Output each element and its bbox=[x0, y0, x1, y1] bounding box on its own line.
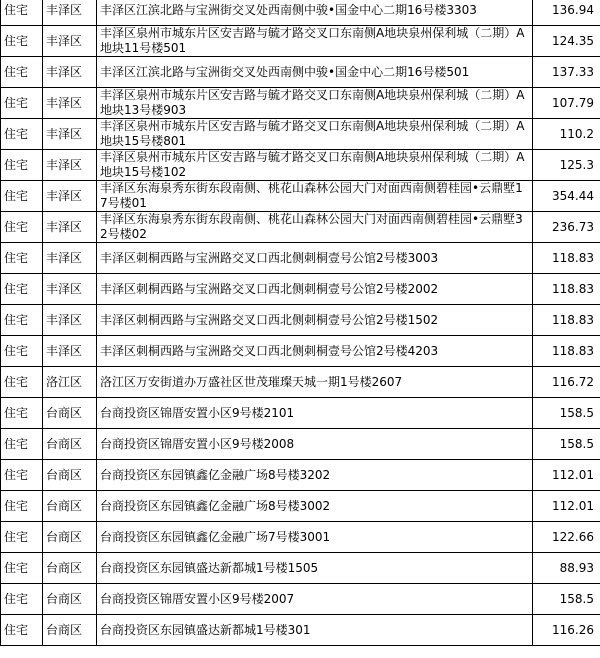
property-type-cell: 住宅 bbox=[1, 212, 43, 243]
district-cell: 台商区 bbox=[43, 522, 97, 553]
area-cell: 110.2 bbox=[533, 119, 600, 150]
address-cell: 台商投资区锦厝安置小区9号楼2008 bbox=[97, 429, 533, 460]
address-cell: 丰泽区江滨北路与宝洲街交叉处西南侧中骏•国金中心二期16号楼3303 bbox=[97, 0, 533, 26]
area-cell: 118.83 bbox=[533, 305, 600, 336]
area-cell: 158.5 bbox=[533, 584, 600, 615]
table-row bbox=[1, 367, 600, 398]
property-type-cell: 住宅 bbox=[1, 57, 43, 88]
property-type-cell: 住宅 bbox=[1, 367, 43, 398]
district-cell: 丰泽区 bbox=[43, 26, 97, 57]
table-row bbox=[1, 150, 600, 181]
address-cell: 丰泽区泉州市城东片区安吉路与毓才路交叉口东南侧A地块泉州保利城（二期）A地块13号楼903 bbox=[97, 88, 533, 119]
district-cell: 台商区 bbox=[43, 553, 97, 584]
table-row bbox=[1, 0, 600, 26]
table-row bbox=[1, 429, 600, 460]
property-type-cell: 住宅 bbox=[1, 584, 43, 615]
property-type-cell: 住宅 bbox=[1, 119, 43, 150]
area-cell: 354.44 bbox=[533, 181, 600, 212]
area-cell: 112.01 bbox=[533, 460, 600, 491]
table-row bbox=[1, 212, 600, 243]
property-type-cell: 住宅 bbox=[1, 243, 43, 274]
area-cell: 107.79 bbox=[533, 88, 600, 119]
property-type-cell: 住宅 bbox=[1, 88, 43, 119]
area-cell: 116.72 bbox=[533, 367, 600, 398]
address-cell: 台商投资区锦厝安置小区9号楼2007 bbox=[97, 584, 533, 615]
address-cell: 洛江区万安街道办万盛社区世茂璀璨天城一期1号楼2607 bbox=[97, 367, 533, 398]
district-cell: 丰泽区 bbox=[43, 181, 97, 212]
district-cell: 丰泽区 bbox=[43, 0, 97, 26]
table-row bbox=[1, 26, 600, 57]
table-row bbox=[1, 336, 600, 367]
address-cell: 台商投资区东园镇盛达新都城1号楼301 bbox=[97, 615, 533, 646]
address-cell: 丰泽区东海泉秀东街东段南侧、桃花山森林公园大门对面西南侧碧桂园•云鼎墅17号楼01 bbox=[97, 181, 533, 212]
table-row bbox=[1, 274, 600, 305]
address-cell: 丰泽区刺桐西路与宝洲路交叉口西北侧刺桐壹号公馆2号楼3003 bbox=[97, 243, 533, 274]
property-type-cell: 住宅 bbox=[1, 429, 43, 460]
district-cell: 台商区 bbox=[43, 460, 97, 491]
district-cell: 丰泽区 bbox=[43, 119, 97, 150]
district-cell: 丰泽区 bbox=[43, 274, 97, 305]
table-row bbox=[1, 181, 600, 212]
table-row bbox=[1, 460, 600, 491]
property-type-cell: 住宅 bbox=[1, 460, 43, 491]
address-cell: 台商投资区东园镇鑫亿金融广场7号楼3001 bbox=[97, 522, 533, 553]
property-table-body bbox=[1, 0, 600, 646]
table-row bbox=[1, 243, 600, 274]
table-row bbox=[1, 584, 600, 615]
district-cell: 丰泽区 bbox=[43, 88, 97, 119]
address-cell: 丰泽区东海泉秀东街东段南侧、桃花山森林公园大门对面西南侧碧桂园•云鼎墅32号楼02 bbox=[97, 212, 533, 243]
table-row bbox=[1, 119, 600, 150]
table-row bbox=[1, 57, 600, 88]
property-type-cell: 住宅 bbox=[1, 491, 43, 522]
district-cell: 丰泽区 bbox=[43, 336, 97, 367]
address-cell: 丰泽区刺桐西路与宝洲路交叉口西北侧刺桐壹号公馆2号楼4203 bbox=[97, 336, 533, 367]
table-row bbox=[1, 522, 600, 553]
district-cell: 台商区 bbox=[43, 429, 97, 460]
area-cell: 158.5 bbox=[533, 429, 600, 460]
district-cell: 丰泽区 bbox=[43, 57, 97, 88]
table-row bbox=[1, 615, 600, 646]
area-cell: 112.01 bbox=[533, 491, 600, 522]
table-row bbox=[1, 305, 600, 336]
property-type-cell: 住宅 bbox=[1, 274, 43, 305]
district-cell: 丰泽区 bbox=[43, 243, 97, 274]
property-type-cell: 住宅 bbox=[1, 0, 43, 26]
district-cell: 洛江区 bbox=[43, 367, 97, 398]
address-cell: 丰泽区刺桐西路与宝洲路交叉口西北侧刺桐壹号公馆2号楼2002 bbox=[97, 274, 533, 305]
property-type-cell: 住宅 bbox=[1, 398, 43, 429]
table-row bbox=[1, 88, 600, 119]
area-cell: 124.35 bbox=[533, 26, 600, 57]
property-type-cell: 住宅 bbox=[1, 336, 43, 367]
table-row bbox=[1, 398, 600, 429]
area-cell: 118.83 bbox=[533, 274, 600, 305]
address-cell: 丰泽区江滨北路与宝洲街交叉处西南侧中骏•国金中心二期16号楼501 bbox=[97, 57, 533, 88]
property-type-cell: 住宅 bbox=[1, 522, 43, 553]
address-cell: 台商投资区东园镇盛达新都城1号楼1505 bbox=[97, 553, 533, 584]
area-cell: 158.5 bbox=[533, 398, 600, 429]
address-cell: 台商投资区东园镇鑫亿金融广场8号楼3002 bbox=[97, 491, 533, 522]
area-cell: 136.94 bbox=[533, 0, 600, 26]
district-cell: 丰泽区 bbox=[43, 305, 97, 336]
district-cell: 丰泽区 bbox=[43, 150, 97, 181]
property-type-cell: 住宅 bbox=[1, 150, 43, 181]
address-cell: 丰泽区泉州市城东片区安吉路与毓才路交叉口东南侧A地块泉州保利城（二期）A地块15号楼801 bbox=[97, 119, 533, 150]
property-type-cell: 住宅 bbox=[1, 615, 43, 646]
district-cell: 台商区 bbox=[43, 584, 97, 615]
address-cell: 丰泽区刺桐西路与宝洲路交叉口西北侧刺桐壹号公馆2号楼1502 bbox=[97, 305, 533, 336]
address-cell: 台商投资区锦厝安置小区9号楼2101 bbox=[97, 398, 533, 429]
address-cell: 丰泽区泉州市城东片区安吉路与毓才路交叉口东南侧A地块泉州保利城（二期）A地块15号楼102 bbox=[97, 150, 533, 181]
table-row bbox=[1, 553, 600, 584]
area-cell: 116.26 bbox=[533, 615, 600, 646]
area-cell: 137.33 bbox=[533, 57, 600, 88]
address-cell: 台商投资区东园镇鑫亿金融广场8号楼3202 bbox=[97, 460, 533, 491]
area-cell: 125.3 bbox=[533, 150, 600, 181]
area-cell: 122.66 bbox=[533, 522, 600, 553]
property-type-cell: 住宅 bbox=[1, 553, 43, 584]
area-cell: 118.83 bbox=[533, 243, 600, 274]
district-cell: 丰泽区 bbox=[43, 212, 97, 243]
property-type-cell: 住宅 bbox=[1, 305, 43, 336]
district-cell: 台商区 bbox=[43, 398, 97, 429]
district-cell: 台商区 bbox=[43, 615, 97, 646]
table-row bbox=[1, 491, 600, 522]
property-type-cell: 住宅 bbox=[1, 181, 43, 212]
area-cell: 88.93 bbox=[533, 553, 600, 584]
area-cell: 118.83 bbox=[533, 336, 600, 367]
property-type-cell: 住宅 bbox=[1, 26, 43, 57]
area-cell: 236.73 bbox=[533, 212, 600, 243]
district-cell: 台商区 bbox=[43, 491, 97, 522]
address-cell: 丰泽区泉州市城东片区安吉路与毓才路交叉口东南侧A地块泉州保利城（二期）A地块11号楼501 bbox=[97, 26, 533, 57]
